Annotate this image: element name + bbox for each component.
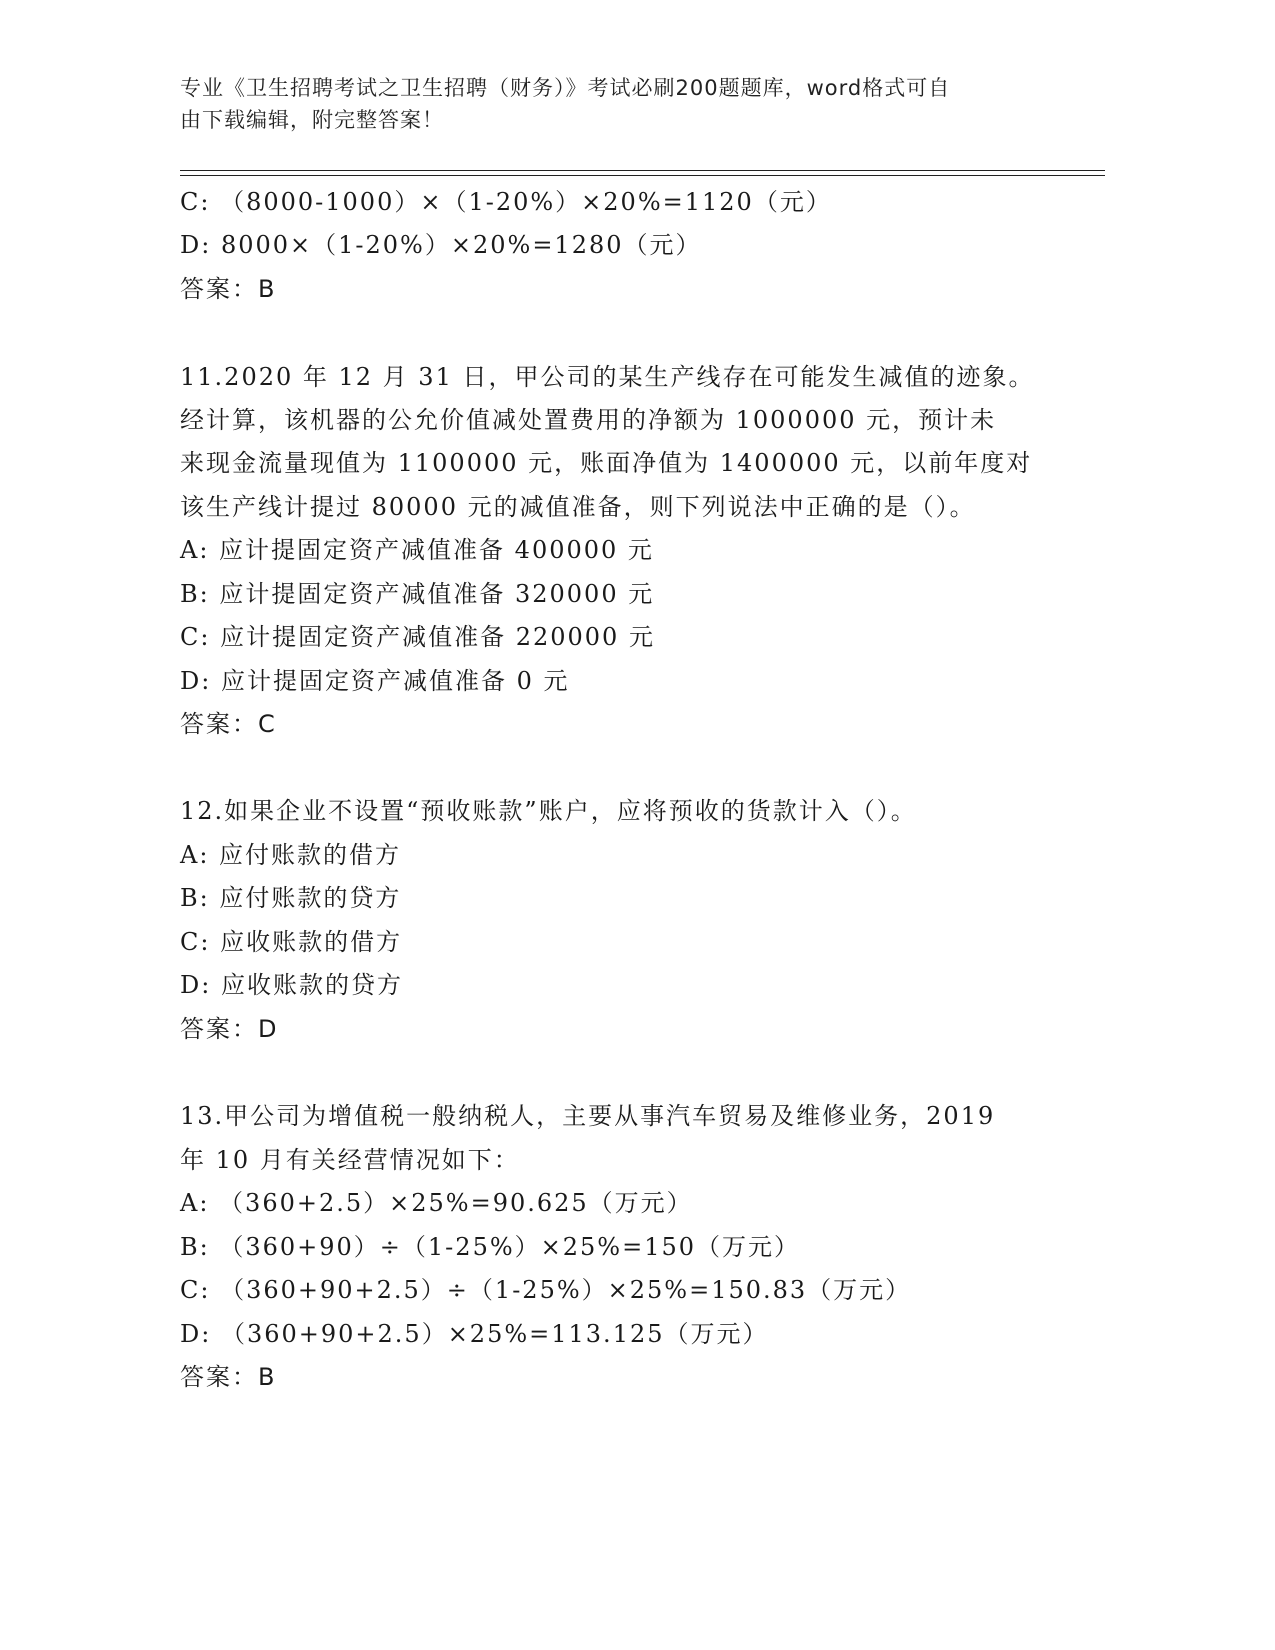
q11-option-a: A: 应计提固定资产减值准备 400000 元 xyxy=(180,536,654,564)
header-line-1: 专业《卫生招聘考试之卫生招聘（财务）》考试必刷200题题库，word格式可自 xyxy=(180,76,951,100)
q11-option-d: D: 应计提固定资产减值准备 0 元 xyxy=(180,667,570,695)
prev-question-answer: 答案：B xyxy=(180,275,277,303)
q11-answer: 答案：C xyxy=(180,710,277,738)
q12-stem-line-1: 12.如果企业不设置“预收账款”账户，应将预收的货款计入（）。 xyxy=(180,797,917,825)
prev-question-option-c: C: （8000-1000）×（1-20%）×20%=1120（元） xyxy=(180,188,832,216)
q11-option-b: B: 应计提固定资产减值准备 320000 元 xyxy=(180,580,655,608)
prev-question-option-d: D: 8000×（1-20%）×20%=1280（元） xyxy=(180,231,702,259)
q13-stem-line-1: 13.甲公司为增值税一般纳税人，主要从事汽车贸易及维修业务，2019 xyxy=(180,1102,996,1130)
q13-option-b: B: （360+90）÷（1-25%）×25%=150（万元） xyxy=(180,1233,801,1261)
q12-option-c: C: 应收账款的借方 xyxy=(180,928,403,956)
header-divider-top xyxy=(180,170,1105,171)
header-line-2: 由下载编辑，附完整答案！ xyxy=(180,108,444,132)
q12-option-d: D: 应收账款的贷方 xyxy=(180,971,403,999)
header-divider-bottom xyxy=(180,175,1105,176)
q11-stem-line-3: 来现金流量现值为 1100000 元，账面净值为 1400000 元，以前年度对 xyxy=(180,449,1033,477)
q11-stem-line-4: 该生产线计提过 80000 元的减值准备，则下列说法中正确的是（）。 xyxy=(180,493,976,521)
q12-option-a: A: 应付账款的借方 xyxy=(180,841,402,869)
q13-option-c: C: （360+90+2.5）÷（1-25%）×25%=150.83（万元） xyxy=(180,1276,912,1304)
q13-option-d: D: （360+90+2.5）×25%=113.125（万元） xyxy=(180,1320,769,1348)
q11-stem-line-2: 经计算，该机器的公允价值减处置费用的净额为 1000000 元，预计未 xyxy=(180,406,997,434)
q12-answer: 答案：D xyxy=(180,1015,279,1043)
q13-stem-line-2: 年 10 月有关经营情况如下： xyxy=(180,1146,520,1174)
q11-option-c: C: 应计提固定资产减值准备 220000 元 xyxy=(180,623,655,651)
q11-stem-line-1: 11.2020 年 12 月 31 日，甲公司的某生产线存在可能发生减值的迹象。 xyxy=(180,363,1035,391)
document-header xyxy=(180,72,1050,136)
q13-option-a: A: （360+2.5）×25%=90.625（万元） xyxy=(180,1189,693,1217)
q12-option-b: B: 应付账款的贷方 xyxy=(180,884,402,912)
q13-answer: 答案：B xyxy=(180,1363,277,1391)
